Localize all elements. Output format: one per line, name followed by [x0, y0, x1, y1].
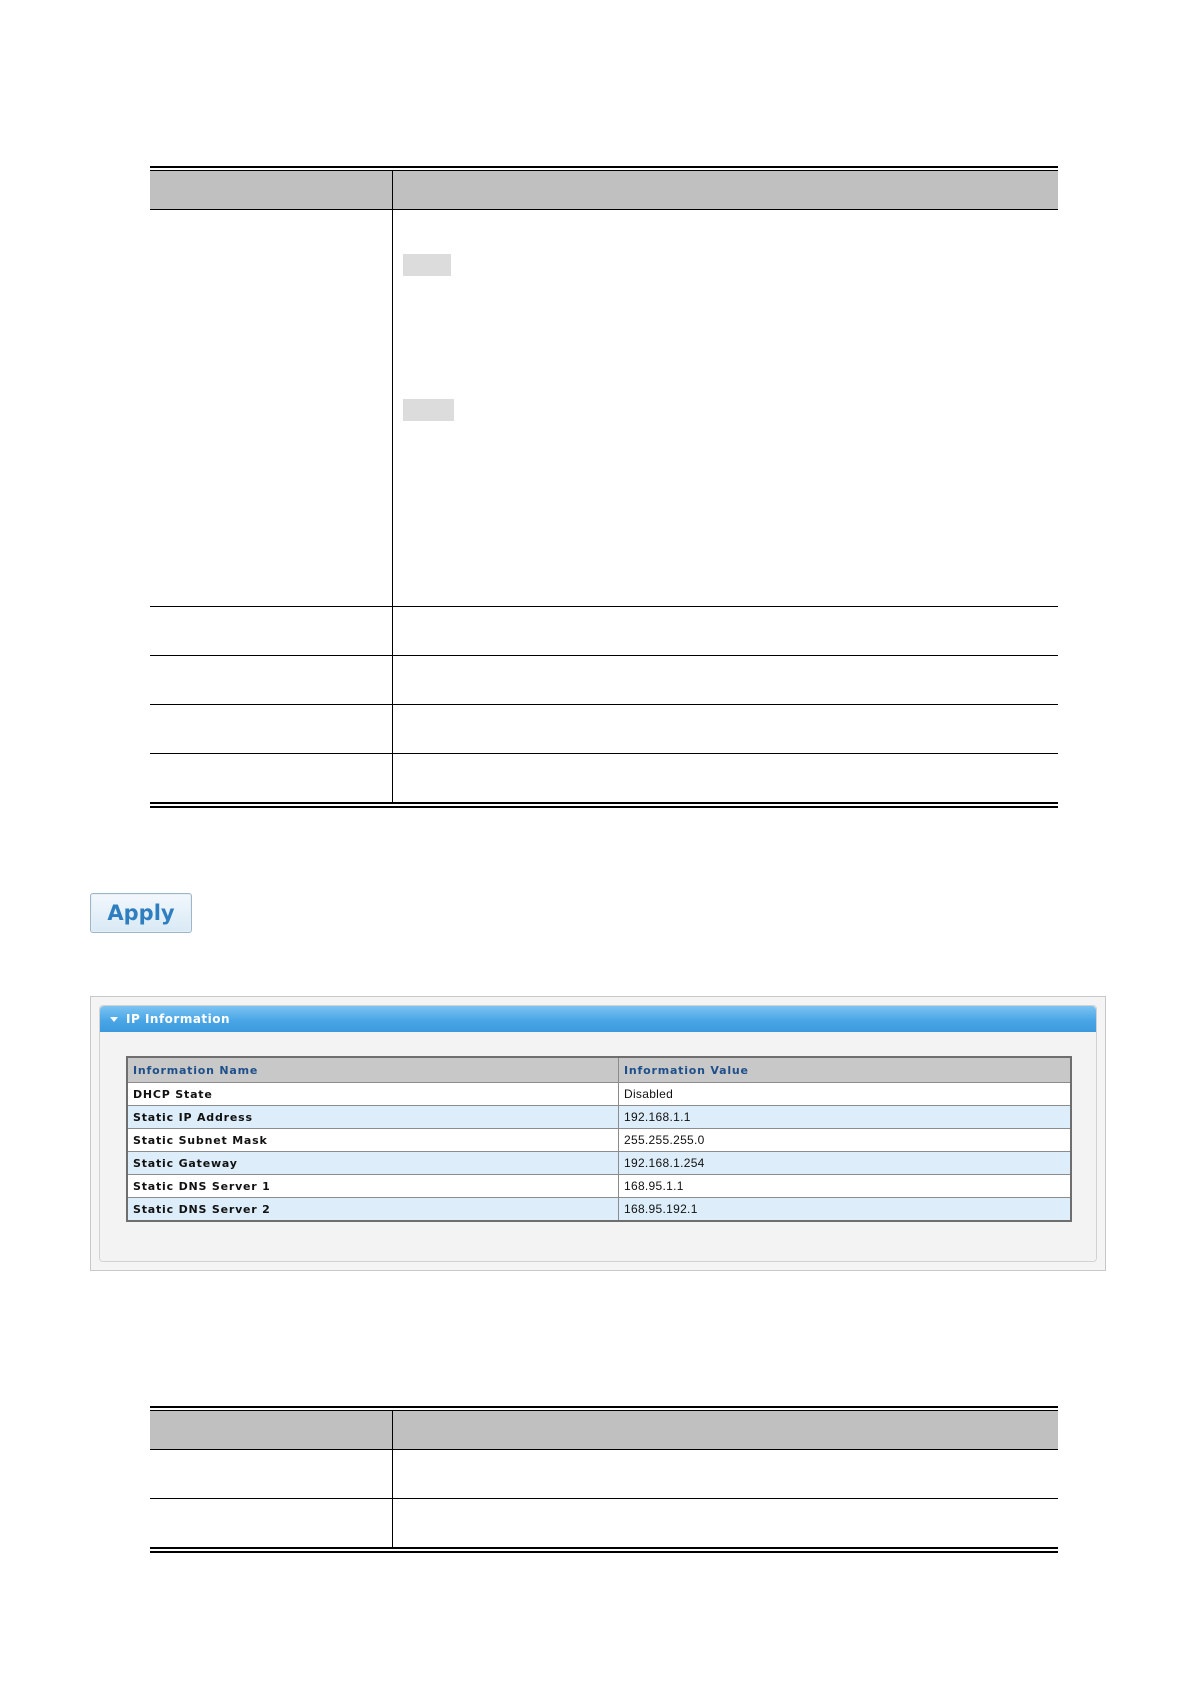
info-name-cell: Static IP Address	[127, 1106, 619, 1129]
table-cell	[393, 705, 1058, 753]
table-header-row	[127, 1057, 1071, 1083]
header-object-cell	[150, 171, 393, 209]
info-name-cell: Static Gateway	[127, 1152, 619, 1175]
highlight-box	[403, 399, 454, 421]
table-cell	[150, 705, 393, 753]
table-bottom-rule	[150, 803, 1058, 808]
header-description-cell	[393, 1411, 1058, 1449]
table-row	[150, 656, 1058, 705]
panel-title-bar[interactable]	[100, 1006, 1096, 1032]
panel-title: IP Information	[126, 1012, 231, 1026]
table-cell	[393, 1450, 1058, 1498]
table-cell	[393, 656, 1058, 704]
table-row	[127, 1129, 1071, 1152]
table-cell	[150, 656, 393, 704]
info-value-cell: Disabled	[619, 1083, 1072, 1106]
table-row	[127, 1106, 1071, 1129]
apply-button[interactable]: Apply	[90, 893, 192, 933]
ip-information-panel	[90, 996, 1106, 1271]
table-cell	[393, 1499, 1058, 1547]
table-row	[127, 1152, 1071, 1175]
table-bottom-rule	[150, 1548, 1058, 1553]
table-row	[127, 1198, 1071, 1222]
panel-frame	[99, 1005, 1097, 1262]
info-name-cell: Static DNS Server 1	[127, 1175, 619, 1198]
panel-body	[100, 1032, 1096, 1261]
table-cell	[150, 210, 393, 606]
highlight-box	[403, 254, 451, 276]
header-description-cell	[393, 171, 1058, 209]
table-cell	[393, 754, 1058, 802]
table-row	[150, 210, 1058, 607]
table-row	[150, 1499, 1058, 1548]
table-cell	[150, 1450, 393, 1498]
header-object-cell	[150, 1411, 393, 1449]
table-row	[127, 1175, 1071, 1198]
info-value-cell: 255.255.255.0	[619, 1129, 1072, 1152]
parameter-table-top	[150, 166, 1058, 808]
table-row	[150, 754, 1058, 803]
table-row	[127, 1083, 1071, 1106]
ip-information-table	[126, 1056, 1072, 1222]
column-header-information-value: Information Value	[619, 1057, 1072, 1083]
table-row	[150, 607, 1058, 656]
table-cell	[150, 1499, 393, 1547]
table-row	[150, 705, 1058, 754]
table-row	[150, 1450, 1058, 1499]
info-name-cell: Static DNS Server 2	[127, 1198, 619, 1222]
table-header-row	[150, 1411, 1058, 1450]
info-value-cell: 168.95.1.1	[619, 1175, 1072, 1198]
table-cell	[393, 607, 1058, 655]
info-name-cell: Static Subnet Mask	[127, 1129, 619, 1152]
table-cell	[393, 210, 1058, 606]
info-value-cell: 192.168.1.1	[619, 1106, 1072, 1129]
info-value-cell: 168.95.192.1	[619, 1198, 1072, 1222]
triangle-down-icon[interactable]	[110, 1017, 118, 1022]
table-cell	[150, 754, 393, 802]
column-header-information-name: Information Name	[127, 1057, 619, 1083]
parameter-table-bottom	[150, 1406, 1058, 1553]
info-name-cell: DHCP State	[127, 1083, 619, 1106]
table-cell	[150, 607, 393, 655]
table-header-row	[150, 171, 1058, 210]
info-value-cell: 192.168.1.254	[619, 1152, 1072, 1175]
